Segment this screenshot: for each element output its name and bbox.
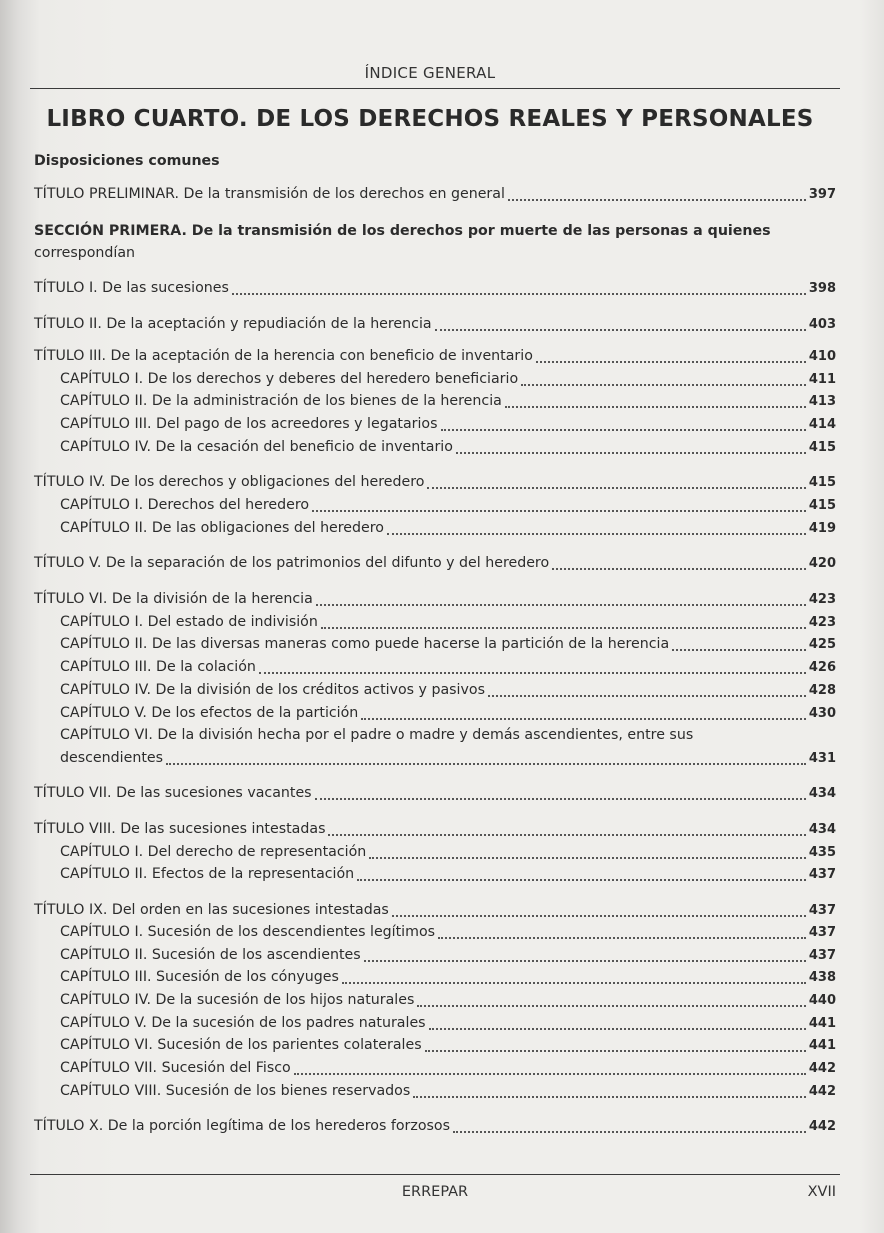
dot-leader xyxy=(429,1027,806,1030)
footer-publisher: ERREPAR xyxy=(401,1184,469,1200)
toc-page-number: 442 xyxy=(808,1084,836,1099)
dot-leader xyxy=(387,532,806,535)
dot-leader xyxy=(552,567,806,570)
dot-leader xyxy=(342,981,806,984)
toc-page-number: 438 xyxy=(808,970,836,985)
toc-page-number: 410 xyxy=(808,349,836,364)
toc-page-number: 442 xyxy=(808,1119,836,1134)
toc-page-number: 420 xyxy=(808,556,836,571)
toc-entry xyxy=(34,588,836,611)
toc-entry-title: CAPÍTULO II. De las obligaciones del heredero xyxy=(60,520,384,536)
toc-page-number: 434 xyxy=(808,786,836,801)
toc-entry xyxy=(60,1080,836,1103)
toc-entry-title: TÍTULO I. De las sucesiones xyxy=(34,280,229,296)
toc-entry-title: CAPÍTULO II. De la administración de los bienes de la herencia xyxy=(60,393,502,409)
toc-entry xyxy=(34,818,836,841)
toc-entry xyxy=(60,1057,836,1080)
toc-entry-title: TÍTULO IV. De los derechos y obligaciones del heredero xyxy=(34,474,425,490)
toc-page-number: 437 xyxy=(808,948,836,963)
toc-page-number: 425 xyxy=(808,637,836,652)
dot-leader xyxy=(328,833,805,836)
section-heading-seccion-primera: SECCIÓN PRIMERA. De la transmisión de los derechos por muerte de las personas a quienes xyxy=(34,223,771,239)
toc-page-number: 423 xyxy=(808,615,836,630)
toc-page-number: 419 xyxy=(808,521,836,536)
dot-leader xyxy=(316,603,806,606)
toc-entry-title: CAPÍTULO III. Del pago de los acreedores y legatarios xyxy=(60,416,438,432)
toc-page-number: 397 xyxy=(808,187,836,202)
toc-page-number: 437 xyxy=(808,903,836,918)
toc-page-number: 430 xyxy=(808,706,836,721)
dot-leader xyxy=(259,671,806,674)
dot-leader xyxy=(232,292,806,295)
toc-page-number: 423 xyxy=(808,592,836,607)
toc-page-number: 434 xyxy=(808,822,836,837)
dot-leader xyxy=(435,328,806,331)
toc-entry xyxy=(60,390,836,413)
toc-entry xyxy=(60,679,836,702)
dot-leader xyxy=(508,198,806,201)
dot-leader xyxy=(536,360,806,363)
footer-rule xyxy=(30,1174,840,1175)
toc-entry-title: CAPÍTULO I. Sucesión de los descendientes legítimos xyxy=(60,924,436,940)
toc-page-number: 435 xyxy=(808,845,836,860)
toc-page-number: 415 xyxy=(808,475,836,490)
toc-entry-title: CAPÍTULO IV. De la división de los créditos activos y pasivos xyxy=(60,682,485,698)
toc-entry xyxy=(34,782,836,805)
dot-leader xyxy=(456,451,806,454)
toc-entry xyxy=(34,345,836,368)
dot-leader xyxy=(672,648,806,651)
dot-leader xyxy=(427,486,805,489)
toc-page-number: 411 xyxy=(808,372,836,387)
toc-entry xyxy=(60,633,836,656)
toc-entry-title: CAPÍTULO VI. Sucesión de los parientes colaterales xyxy=(60,1037,422,1053)
dot-leader xyxy=(488,694,806,697)
dot-leader xyxy=(413,1095,806,1098)
toc-entry-title: TÍTULO III. De la aceptación de la herencia con beneficio de inventario xyxy=(34,348,533,364)
toc-entry xyxy=(60,494,836,517)
dot-leader xyxy=(321,626,806,629)
toc-entry-title: CAPÍTULO I. Del derecho de representación xyxy=(60,844,367,860)
toc-page-number: 431 xyxy=(808,751,836,766)
dot-leader xyxy=(441,428,806,431)
toc-entry-title: CAPÍTULO III. Sucesión de los cónyuges xyxy=(60,969,339,985)
toc-entry xyxy=(34,313,836,336)
dot-leader xyxy=(166,762,806,765)
toc-page-number: 426 xyxy=(808,660,836,675)
toc-entry xyxy=(60,966,836,989)
toc-entry-title: CAPÍTULO VII. Sucesión del Fisco xyxy=(60,1060,291,1076)
toc-entry xyxy=(60,413,836,436)
toc-entry xyxy=(60,841,836,864)
dot-leader xyxy=(315,797,806,800)
toc-entry-title: TÍTULO V. De la separación de los patrimonios del difunto y del heredero xyxy=(34,555,550,571)
dot-leader xyxy=(453,1130,806,1133)
dot-leader xyxy=(392,914,806,917)
dot-leader xyxy=(312,509,806,512)
toc-entry xyxy=(60,1012,836,1035)
toc-page-number: 440 xyxy=(808,993,836,1008)
toc-page-number: 437 xyxy=(808,925,836,940)
toc-entry xyxy=(60,368,836,391)
dot-leader xyxy=(425,1049,806,1052)
toc-entry xyxy=(60,517,836,540)
dot-leader xyxy=(417,1004,806,1007)
dot-leader xyxy=(521,383,806,386)
section-heading-disposiciones: Disposiciones comunes xyxy=(34,153,220,169)
dot-leader xyxy=(294,1072,806,1075)
toc-entry xyxy=(34,1115,836,1138)
toc-entry-title: CAPÍTULO IV. De la sucesión de los hijos naturales xyxy=(60,992,415,1008)
toc-entry xyxy=(34,183,836,206)
toc-entry xyxy=(60,724,836,746)
toc-entry xyxy=(60,1034,836,1057)
toc-entry xyxy=(60,656,836,679)
toc-entry xyxy=(34,277,836,300)
toc-entry xyxy=(60,436,836,459)
toc-entry-title: TÍTULO X. De la porción legítima de los herederos forzosos xyxy=(34,1118,450,1134)
dot-leader xyxy=(364,959,806,962)
dot-leader xyxy=(369,856,806,859)
toc-entry-title: descendientes xyxy=(60,750,163,766)
toc-entry-title: CAPÍTULO II. Sucesión de los ascendientes xyxy=(60,947,361,963)
toc-entry xyxy=(34,899,836,922)
toc-page-number: 437 xyxy=(808,867,836,882)
toc-entry xyxy=(60,863,836,886)
toc-entry-title: TÍTULO PRELIMINAR. De la transmisión de los derechos en general xyxy=(34,186,505,202)
toc-page-number: 415 xyxy=(808,440,836,455)
toc-entry xyxy=(60,747,836,770)
toc-page-number: 413 xyxy=(808,394,836,409)
toc-page-number: 403 xyxy=(808,317,836,332)
toc-page-number: 398 xyxy=(808,281,836,296)
dot-leader xyxy=(438,936,806,939)
toc-page-number: 428 xyxy=(808,683,836,698)
toc-entry-title: CAPÍTULO I. De los derechos y deberes del heredero beneficiario xyxy=(60,371,519,387)
section-heading-continuation: correspondían xyxy=(34,245,136,261)
toc-page-number: 441 xyxy=(808,1038,836,1053)
toc-entry xyxy=(34,552,836,575)
dot-leader xyxy=(505,405,806,408)
toc-entry xyxy=(60,989,836,1012)
toc-entry-title: CAPÍTULO VIII. Sucesión de los bienes reservados xyxy=(60,1083,411,1099)
toc-entry xyxy=(60,921,836,944)
toc-entry-title: CAPÍTULO I. Derechos del heredero xyxy=(60,497,310,513)
running-header: ÍNDICE GENERAL xyxy=(364,64,496,82)
toc-entry-title: CAPÍTULO I. Del estado de indivisión xyxy=(60,614,318,630)
toc-entry-title: CAPÍTULO V. De la sucesión de los padres naturales xyxy=(60,1015,426,1031)
toc-entry-title: CAPÍTULO V. De los efectos de la partición xyxy=(60,705,359,721)
toc-entry-title: CAPÍTULO III. De la colación xyxy=(60,659,256,675)
toc-entry-title: CAPÍTULO II. De las diversas maneras como puede hacerse la partición de la herencia xyxy=(60,636,670,652)
toc-entry-title: TÍTULO VII. De las sucesiones vacantes xyxy=(34,785,312,801)
toc-page-number: 415 xyxy=(808,498,836,513)
toc-entry xyxy=(34,471,836,494)
toc-entry-title: CAPÍTULO II. Efectos de la representación xyxy=(60,866,355,882)
toc-entry-title: TÍTULO II. De la aceptación y repudiación de la herencia xyxy=(34,316,432,332)
toc-entry-title: TÍTULO VI. De la división de la herencia xyxy=(34,591,313,607)
toc-page-number: 414 xyxy=(808,417,836,432)
dot-leader xyxy=(357,878,806,881)
dot-leader xyxy=(361,717,806,720)
header-rule xyxy=(30,88,840,89)
toc-entry-title: CAPÍTULO IV. De la cesación del beneficio de inventario xyxy=(60,439,453,455)
toc-page-number: 441 xyxy=(808,1016,836,1031)
toc-entry xyxy=(60,702,836,725)
toc-entry-title: CAPÍTULO VI. De la división hecha por el padre o madre y demás ascendientes, entre sus xyxy=(60,727,694,743)
toc-entry-title: TÍTULO VIII. De las sucesiones intestadas xyxy=(34,821,326,837)
toc-page-number: 442 xyxy=(808,1061,836,1076)
toc-entry xyxy=(60,944,836,967)
toc-entry xyxy=(60,611,836,634)
page-title: LIBRO CUARTO. DE LOS DERECHOS REALES Y PERSONALES xyxy=(46,106,814,132)
toc-entry-title: TÍTULO IX. Del orden en las sucesiones intestadas xyxy=(34,902,389,918)
footer-page-number: XVII xyxy=(807,1184,836,1200)
